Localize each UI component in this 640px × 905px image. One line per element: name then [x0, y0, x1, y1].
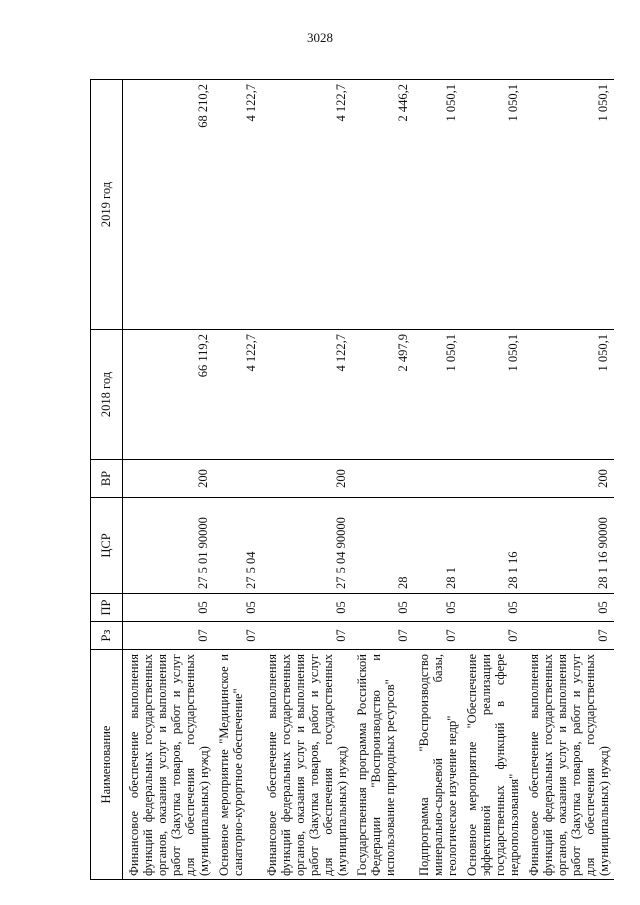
row-2018: 1 050,1: [414, 330, 462, 460]
row-name: Финансовое обеспечение выполнения функций федеральных государственных органов, оказания услуг и выполнения работ (Закупка товаров, работ и услуг для обеспечения государственных (муниципальных) нужд): [123, 650, 215, 880]
table-row: [462, 80, 524, 880]
rotated-page: [90, 80, 610, 880]
row-csr: 28 1: [414, 498, 462, 594]
row-2019: 4 122,7: [262, 80, 352, 330]
row-rz: 07: [214, 622, 262, 650]
row-rz: 07: [462, 622, 524, 650]
row-2019: 2 446,2: [352, 80, 414, 330]
row-csr: 27 5 01 90000: [123, 498, 215, 594]
row-pr: 05: [414, 594, 462, 622]
row-2018: 1 050,1: [524, 330, 614, 460]
row-2018: 4 122,7: [262, 330, 352, 460]
row-name: Государственная программа Российской Федерации "Воспроизводство и использование природных ресурсов": [352, 650, 414, 880]
row-vr: 200: [123, 460, 215, 498]
row-rz: 07: [262, 622, 352, 650]
row-pr: 05: [352, 594, 414, 622]
header-2019: 2019 год: [91, 80, 123, 330]
row-name: Финансовое обеспечение выполнения функций федеральных государственных органов, оказания услуг и выполнения работ (Закупка товаров, работ и услуг для обеспечения государственных (муниципальных) нужд): [262, 650, 352, 880]
row-2019: 68 210,2: [123, 80, 215, 330]
row-2019: 1 050,1: [524, 80, 614, 330]
header-2018: 2018 год: [91, 330, 123, 460]
header-csr: ЦСР: [91, 498, 123, 594]
row-rz: 07: [524, 622, 614, 650]
header-vr: ВР: [91, 460, 123, 498]
row-2018: 1 050,1: [462, 330, 524, 460]
row-name: Подпрограмма "Воспроизводство минерально-сырьевой базы, геологическое изучение недр": [414, 650, 462, 880]
row-pr: 05: [524, 594, 614, 622]
row-vr: [214, 460, 262, 498]
row-csr: 28: [352, 498, 414, 594]
row-pr: 05: [214, 594, 262, 622]
row-name: Финансовое обеспечение выполнения функций федеральных государственных органов, оказания услуг и выполнения работ (Закупка товаров, работ и услуг для обеспечения государственных (муниципальных) нужд): [524, 650, 614, 880]
table-row: [352, 80, 414, 880]
row-csr: 28 1 16: [462, 498, 524, 594]
budget-table: [90, 79, 614, 880]
row-csr: 27 5 04 90000: [262, 498, 352, 594]
row-name: Основное мероприятие "Медицинское и санаторно-курортное обеспечение": [214, 650, 262, 880]
table-row: [123, 80, 215, 880]
table-row: [214, 80, 262, 880]
header-pr: ПР: [91, 594, 123, 622]
row-csr: 28 1 16 90000: [524, 498, 614, 594]
row-vr: 200: [262, 460, 352, 498]
row-rz: 07: [352, 622, 414, 650]
row-pr: 05: [123, 594, 215, 622]
row-vr: [462, 460, 524, 498]
row-name: Основное мероприятие "Обеспечение эффективной реализации государственных функций в сфере недропользования": [462, 650, 524, 880]
row-vr: [414, 460, 462, 498]
header-name: Наименование: [91, 650, 123, 880]
row-2019: 1 050,1: [462, 80, 524, 330]
row-rz: 07: [123, 622, 215, 650]
table-header-row: [91, 80, 123, 880]
row-2018: 4 122,7: [214, 330, 262, 460]
row-pr: 05: [462, 594, 524, 622]
row-rz: 07: [414, 622, 462, 650]
table-row: [524, 80, 614, 880]
table-row: [262, 80, 352, 880]
row-2018: 66 119,2: [123, 330, 215, 460]
row-2019: 1 050,1: [414, 80, 462, 330]
row-2018: 2 497,9: [352, 330, 414, 460]
header-rz: Рз: [91, 622, 123, 650]
row-csr: 27 5 04: [214, 498, 262, 594]
row-vr: 200: [524, 460, 614, 498]
row-pr: 05: [262, 594, 352, 622]
page-number: 3028: [307, 30, 333, 45]
table-row: [414, 80, 462, 880]
row-2019: 4 122,7: [214, 80, 262, 330]
row-vr: [352, 460, 414, 498]
